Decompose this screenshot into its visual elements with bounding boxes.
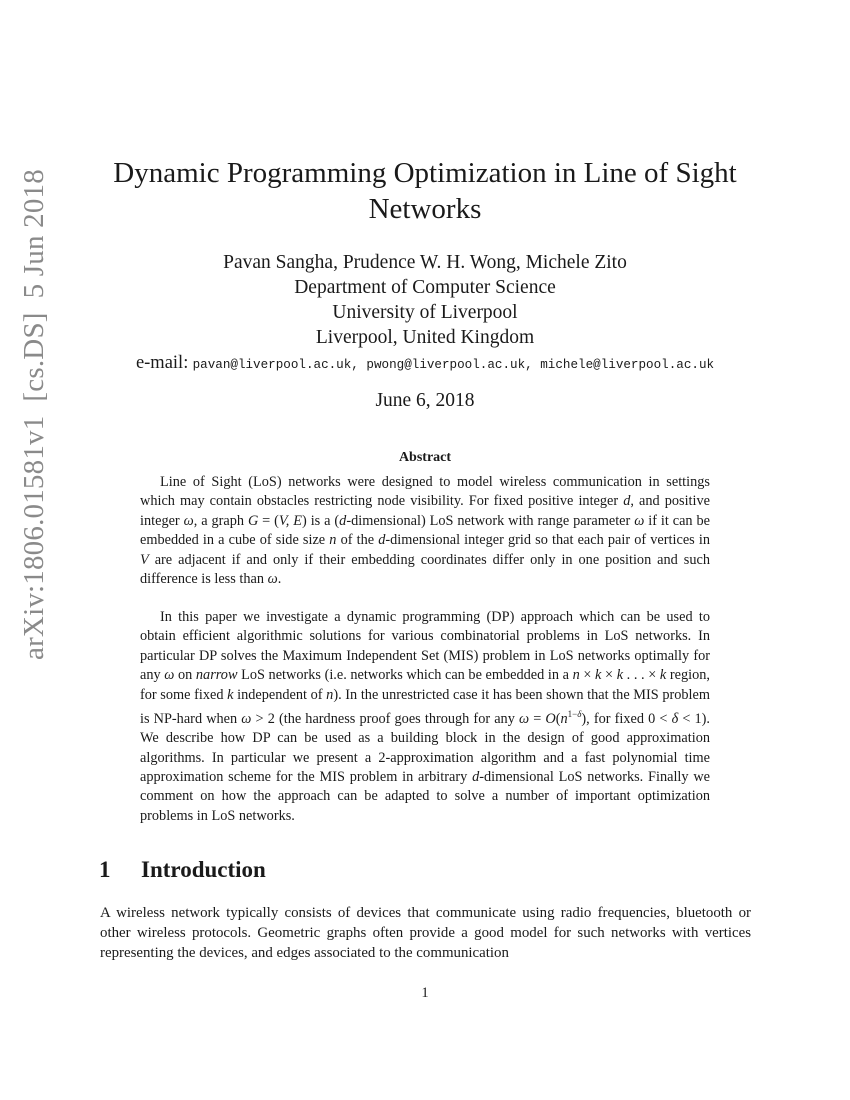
paper-title: Dynamic Programming Optimization in Line of Sight Networks (113, 157, 737, 225)
email-label: e-mail: (135, 353, 189, 373)
arxiv-category: [cs.DS] (18, 312, 50, 402)
affiliation-location: Liverpool, United Kingdom (315, 327, 535, 348)
affiliation-department: Department of Computer Science (294, 277, 556, 298)
arxiv-date: 5 Jun 2018 (18, 169, 50, 299)
abstract-paragraph: In this paper we investigate a dynamic programming (DP) approach which can be used to obtain efficient algorithmic solutions for various combinatorial problems in LoS networks. In particular DP solves the Maximum Independent Set (MIS) problem in LoS networks optimally for any ω on narrow LoS networks (i.e. networks which can be embedded in a n × k × k . . . × k region, for some fixed k independent of n). In the unrestricted case it has been shown that the MIS problem is NP-hard when ω > 2 (the hardness proof goes through for any $\omega = O(n^{1-\delta})$, for fixed 0 < δ < 1). We describe how DP can be used as a building block in the design of good approximation algorithms. In particular we present a 2-approximation algorithm and a fast polynomial time approximation scheme for the MIS problem in arbitrary d-dimensional LoS networks. Finally we comment on how the approach can be adapted to solve a number of important optimization problems in LoS networks. (140, 609, 711, 824)
section-heading-introduction (99, 857, 266, 883)
introduction-paragraph: A wireless network typically consists of devices that communicate using radio frequencies, bluetooth or other wireless protocols. Geometric graphs often provide a good model for such networks with vertices representing the devices, and edges associated to the communication (100, 905, 751, 961)
publication-date: June 6, 2018 (375, 390, 475, 411)
email-addresses[interactable]: pavan@liverpool.ac.uk, pwong@liverpool.ac.uk, michele@liverpool.ac.uk (192, 358, 715, 372)
arxiv-identifier-stamp (17, 169, 51, 660)
author-list: Pavan Sangha, Prudence W. H. Wong, Michele Zito (223, 252, 627, 273)
section-number: 1 (99, 857, 111, 882)
affiliation-university: University of Liverpool (332, 302, 518, 323)
abstract-paragraph: Line of Sight (LoS) networks were designed to model wireless communication in settings which may contain obstacles restricting node visibility. For fixed positive integer d, and positive integer ω, a graph G = (V, E) is a (d-dimensional) LoS network with range parameter ω if it can be embedded in a cube of side size n of the d-dimensional integer grid so that each pair of vertices in V are adjacent if and only if their embedding coordinates differ only in one position and such difference is less than ω. (140, 474, 710, 588)
email-line (100, 350, 750, 378)
page-number: 1 (421, 985, 429, 1001)
section-title: Introduction (141, 857, 266, 882)
arxiv-id: arXiv:1806.01581v1 (18, 415, 50, 660)
abstract-heading: Abstract (398, 450, 452, 465)
